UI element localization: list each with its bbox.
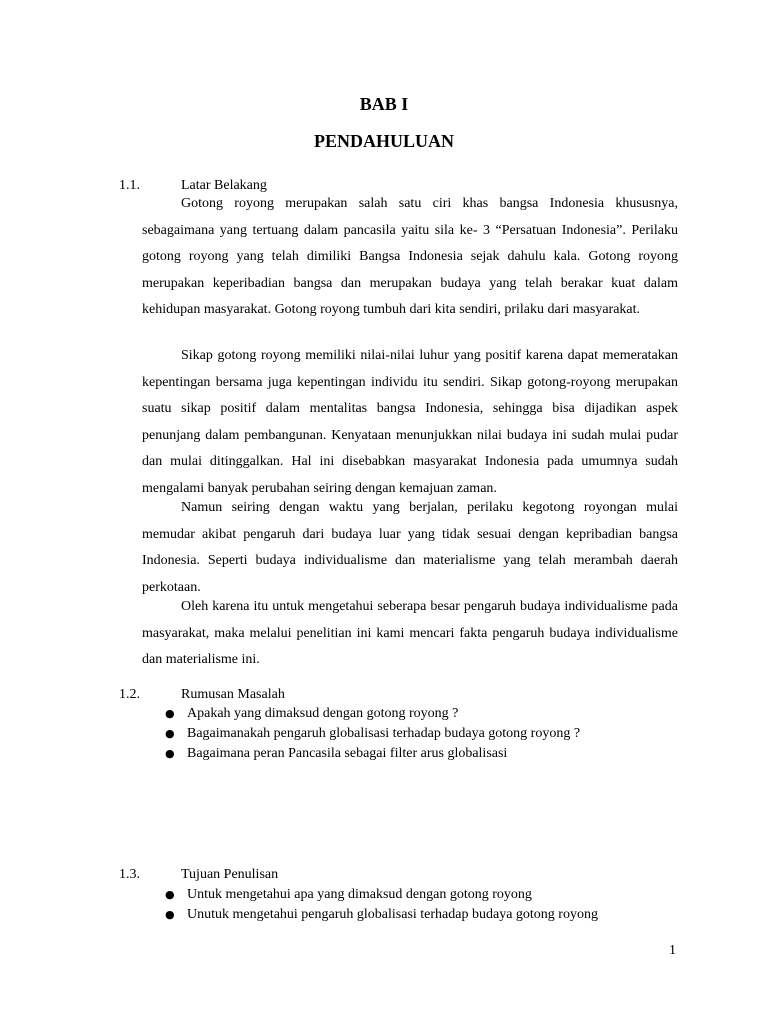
list-item [165, 744, 685, 764]
section-title-latar-belakang: Latar Belakang [181, 178, 267, 193]
list-item [165, 704, 685, 724]
list-item-text: Bagaimana peran Pancasila sebagai filter arus globalisasi [187, 746, 508, 761]
list-item-text: Apakah yang dimaksud dengan gotong royong ? [187, 706, 459, 721]
list-item-text: Bagaimanakah pengaruh globalisasi terhadap budaya gotong royong ? [187, 726, 581, 741]
page-number: 1 [669, 943, 676, 958]
section-title-tujuan-penulisan: Tujuan Penulisan [181, 867, 279, 882]
list-item-text: Untuk mengetahui apa yang dimaksud dengan gotong royong [187, 887, 532, 902]
rumusan-masalah-list [165, 704, 685, 764]
list-item [165, 724, 685, 744]
paragraph-1: Gotong royong merupakan salah satu ciri khas bangsa Indonesia khususnya, sebagaimana yang tertuang dalam pancasila yaitu sila ke- 3 “Persatuan Indonesia”. Perilaku gotong royong yang telah dimiliki Bangsa Indonesia sejak dahulu kala. Gotong royong merupakan keperibadian bangsa dan merupakan budaya yang telah berakar kuat dalam kehidupan masyarakat. Gotong royong tumbuh dari kita sendiri, prilaku dari masyarakat. [142, 196, 678, 317]
bullet-icon: ● [165, 908, 175, 921]
bullet-icon: ● [165, 727, 175, 740]
list-item-text: Unutuk mengetahui pengaruh globalisasi terhadap budaya gotong royong [187, 907, 598, 922]
list-item [165, 885, 685, 905]
paragraph-3: Namun seiring dengan waktu yang berjalan, perilaku kegotong royongan mulai memudar akibat pengaruh dari budaya luar yang tidak sesuai dengan kepribadian bangsa Indonesia. Seperti budaya individualisme dan materialisme yang telah merambah daerah perkotaan. [142, 500, 678, 595]
paragraph-2: Sikap gotong royong memiliki nilai-nilai luhur yang positif karena dapat memeratakan kepentingan bersama juga kepentingan individu itu sendiri. Sikap gotong-royong merupakan suatu sikap positif dalam mentalitas bangsa Indonesia, sehingga bisa dijadikan aspek penunjang dalam pembangunan. Kenyataan menunjukkan nilai budaya ini sudah mulai pudar dan mulai ditinggalkan. Hal ini disebabkan masyarakat Indonesia pada umumnya sudah mengalami banyak perubahan seiring dengan kemajuan zaman. [142, 348, 678, 496]
bullet-icon: ● [165, 888, 175, 901]
section-number-1-2: 1.2. [119, 687, 140, 702]
chapter-title: PENDAHULUAN [313, 131, 454, 151]
bullet-icon: ● [165, 747, 175, 760]
tujuan-penulisan-list [165, 885, 685, 925]
chapter-label: BAB I [359, 94, 409, 114]
section-title-rumusan-masalah: Rumusan Masalah [181, 687, 285, 702]
paragraph-4: Oleh karena itu untuk mengetahui seberapa besar pengaruh budaya individualisme pada masyarakat, maka melalui penelitian ini kami mencari fakta pengaruh budaya individualisme dan materialisme ini. [142, 599, 678, 667]
section-number-1-3: 1.3. [119, 867, 140, 882]
section-number-1-1: 1.1. [119, 178, 140, 193]
bullet-icon: ● [165, 707, 175, 720]
list-item [165, 905, 685, 925]
